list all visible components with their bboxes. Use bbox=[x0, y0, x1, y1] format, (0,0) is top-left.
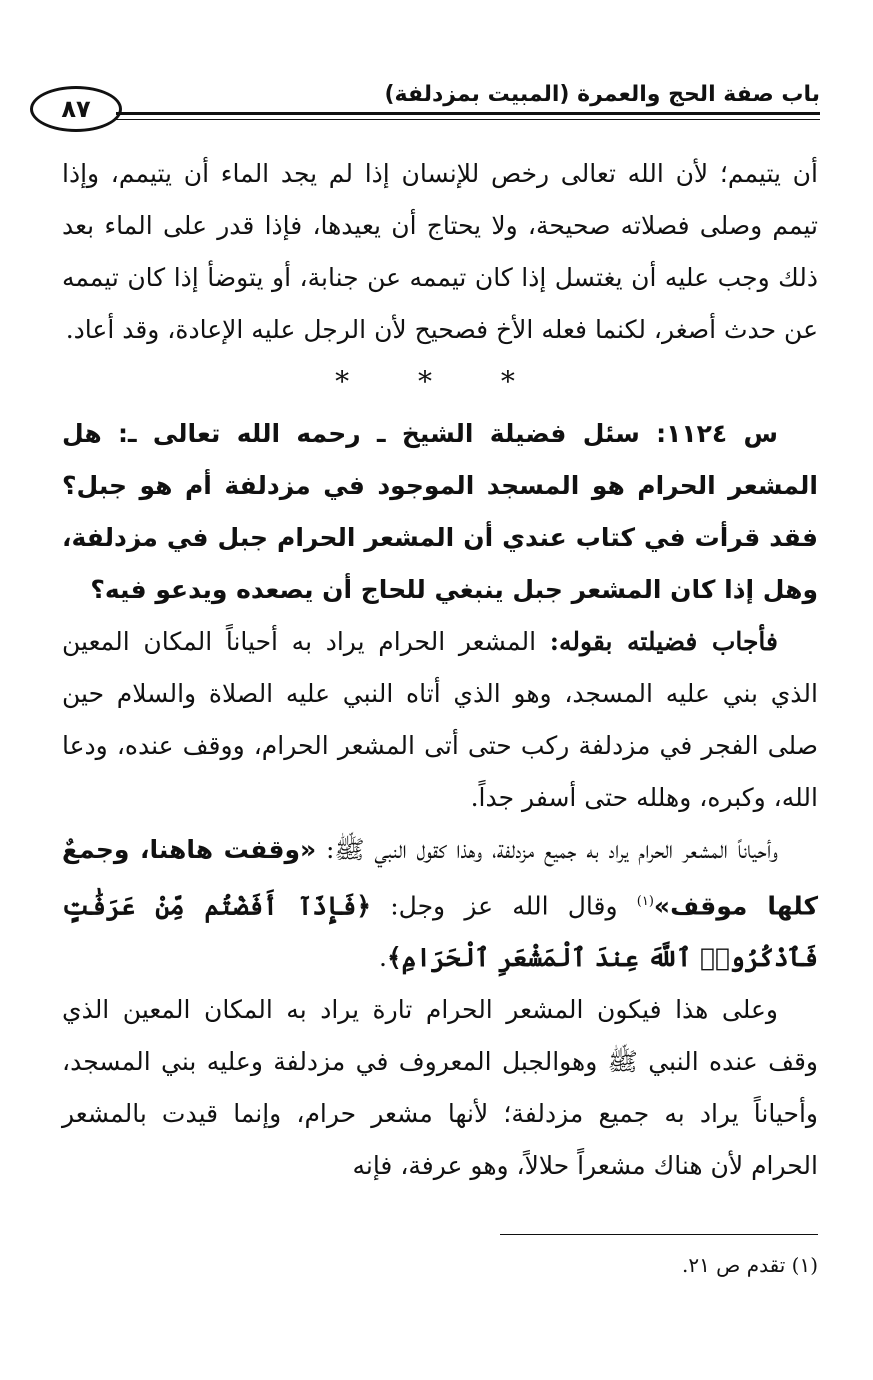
footnote-ref: (١) bbox=[636, 894, 654, 909]
p3-mid: وقال الله عز وجل: bbox=[370, 891, 637, 921]
quran-verse: ﴿فَإِذَآ أَفَضْتُم مِّنْ عَرَفَٰتٍ فَٱذْكُرُوا۟ ٱللَّهَ عِندَ ٱلْمَشْعَرِ ٱلْحَرَامِ﴾ bbox=[62, 891, 818, 973]
p3-end: . bbox=[379, 943, 387, 973]
paragraph-1: أن يتيمم؛ لأن الله تعالى رخص للإنسان إذا لم يجد الماء أن يتيمم، وإذا تيمم وصلى فصلاته صحيحة، ولا يحتاج أن يعيدها، فإذا قدر على الماء بعد ذلك وجب عليه أن يغتسل إذا كان تيممه عن جنابة، أو يتوضأ إذا كان تيممه عن حدث أصغر، لكنما فعله الأخ فصحيح لأن الرجل عليه الإعادة، وقد أعاد. bbox=[62, 159, 818, 344]
hadith-quote: «وقفت هاهنا، وجمعٌ كلها موقف» bbox=[62, 835, 818, 921]
header-rule-thin bbox=[116, 119, 820, 120]
paragraph-4: وعلى هذا فيكون المشعر الحرام تارة يراد به المكان المعين الذي وقف عنده النبي ﷺ وهوالجبل المعروف في مزدلفة وعليه بني المسجد، وأحياناً يراد به جميع مزدلفة؛ لأنها مشعر حرام، وإنما قيدت بالمشعر الحرام لأن هناك مشعراً حلالاً، وهو عرفة، فإنه bbox=[62, 995, 818, 1181]
answer-label: فأجاب فضيلته بقوله: bbox=[549, 627, 778, 656]
page-number: ٨٧ bbox=[30, 86, 122, 132]
answer-paragraph bbox=[62, 616, 818, 824]
page-header bbox=[30, 82, 820, 128]
paragraph-3 bbox=[62, 824, 818, 984]
footnote: (١) تقدم ص ٢١. bbox=[681, 1253, 818, 1277]
footnote-divider bbox=[500, 1234, 818, 1235]
question-paragraph bbox=[62, 408, 818, 616]
p3-lead: وأحياناً المشعر الحرام يراد به جميع مزدلفة، وهذا كقول النبي ﷺ: bbox=[316, 835, 778, 864]
answer-text: المشعر الحرام يراد به أحياناً المكان المعين الذي بني عليه المسجد، وهو الذي أتاه النبي عليه الصلاة والسلام حين صلى الفجر في مزدلفة ركب حتى أتى المشعر الحرام، ووقف عنده، ودعا الله، وكبره، وهلله حتى أسفر جداً. bbox=[62, 627, 818, 812]
question-text: سئل فضيلة الشيخ ـ رحمه الله تعالى ـ: هل المشعر الحرام هو المسجد الموجود في مزدلفة أم هو جبل؟ فقد قرأت في كتاب عندي أن المشعر الحرام جبل في مزدلفة، وهل إذا كان المشعر جبل ينبغي للحاج أن يصعده ويدعو فيه؟ bbox=[62, 419, 818, 604]
running-title: باب صفة الحج والعمرة (المبيت بمزدلفة) bbox=[384, 82, 820, 107]
question-label: س ١١٢٤: bbox=[656, 419, 778, 448]
section-separator: * * * bbox=[335, 365, 545, 398]
header-rule-thick bbox=[116, 112, 820, 115]
page-body bbox=[62, 148, 818, 1192]
